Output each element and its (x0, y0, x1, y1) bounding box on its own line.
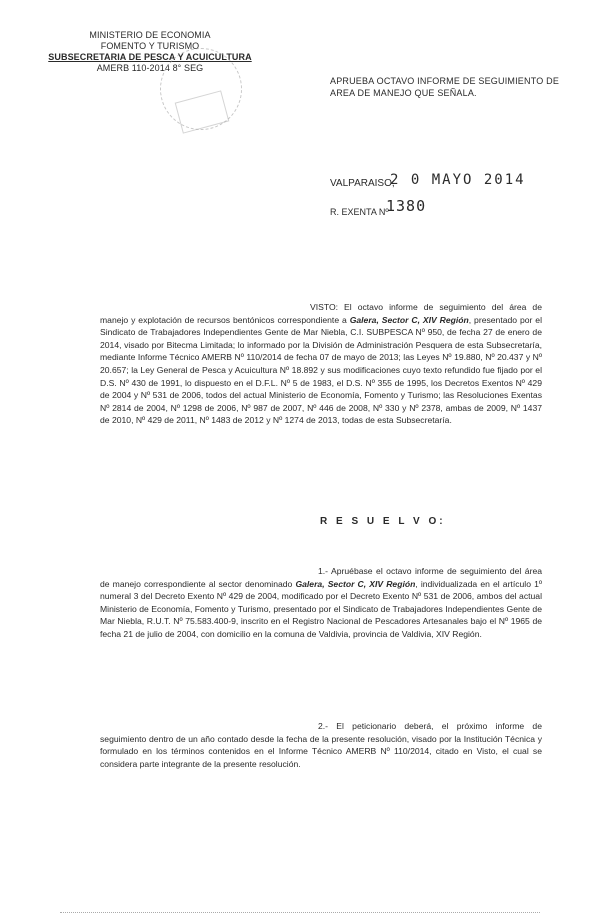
item-1-area-name: Galera, Sector C, XIV Región (295, 578, 416, 589)
subsecretaria-line: SUBSECRETARIA DE PESCA Y ACUICULTURA (48, 52, 252, 62)
ministry-subline: FOMENTO Y TURISMO (100, 41, 200, 51)
item-2-paragraph (100, 720, 542, 770)
visto-area-name: Galera, Sector C, XIV Región (349, 314, 469, 325)
visto-lead: VISTO: El octavo informe de seguimiento del área de manejo y explotación de recursos bentónicos correspondiente a (100, 302, 542, 325)
item-1-rest: , individualizada en el artículo 1º numeral 3 del Decreto Exento Nº 429 de 2004, modificado por el Decreto Exento Nº 531 de 2006, ambos del actual Ministerio de Economía, Fomento y Turismo, presentado por el Sindicato de Trabajadores Independientes Gente de Mar Niebla, R.U.T. Nº 75.583.400-9, inscrito en el Registro Nacional de Pescadores Artesanales bajo el Nº 1965 de fecha 21 de julio de 2004, con domicilio en la comuna de Valdivia, provincia de Valdivia, XIV Región. (100, 578, 543, 639)
visto-rest: , presentado por el Sindicato de Trabajadores Independientes Gente de Mar Niebla, C.I. SUBPESCA Nº 950, de fecha 27 de enero de 2014, visado por Bitecma Limitada; lo informado por la División de Administración Pesquera de esta Subsecretaría, mediante Informe Técnico AMERB Nº 110/2014 de fecha 07 de mayo de 2013; las Leyes Nº 19.880, Nº 20.437 y Nº 20.657; la Ley General de Pesca y Acuicultura Nº 18.892 y sus modificaciones cuyo texto refundido fue fijado por el D.S. Nº 430 de 1991, lo dispuesto en el D.F.L. Nº 5 de 1983, el D.S. Nº 355 de 1995, los Decretos Exentos Nº 429 de 2004 y Nº 531 de 2006, todos del actual Ministerio de Economía, Fomento y Turismo; las Resoluciones Exentas Nº 2814 de 2004, Nº 1298 de 2006, Nº 987 de 2007, Nº 446 de 2008, Nº 330 y Nº 2378, ambas de 2009, Nº 1437 de 2010, Nº 429 de 2011, Nº 1483 de 2012 y Nº 1274 de 2013, todas de esta Subsecretaría. (100, 314, 542, 426)
visto-paragraph (100, 301, 542, 427)
item-1-lead: 1.- Apruébase el octavo informe de seguimiento del área de manejo correspondiente al sector denominado (100, 566, 542, 589)
item-1-paragraph (100, 565, 542, 641)
item-2-text: 2.- El peticionario deberá, el próximo informe de seguimiento dentro de un año contado desde la fecha de la presente resolución, visado por la Institución Técnica y formulado en los términos contenidos en el Informe Técnico AMERB Nº 110/2014, citado en Visto, el cual se considera parte integrante de la presente resolución. (100, 721, 542, 769)
exenta-label: R. EXENTA Nº (330, 207, 389, 217)
resuelvo-heading: R E S U E L V O: (320, 516, 446, 527)
ministry-line: MINISTERIO DE ECONOMIA (89, 30, 211, 40)
reference-code: AMERB 110-2014 8° SEG (96, 63, 204, 73)
place-label: VALPARAISO, (330, 178, 395, 189)
exenta-number: 1380 (386, 197, 427, 215)
resolution-subject: APRUEBA OCTAVO INFORME DE SEGUIMIENTO DE AREA DE MANEJO QUE SEÑALA. (330, 76, 560, 98)
bottom-rule (60, 912, 540, 913)
date-stamp: 2 0 MAYO 2014 (390, 172, 526, 188)
